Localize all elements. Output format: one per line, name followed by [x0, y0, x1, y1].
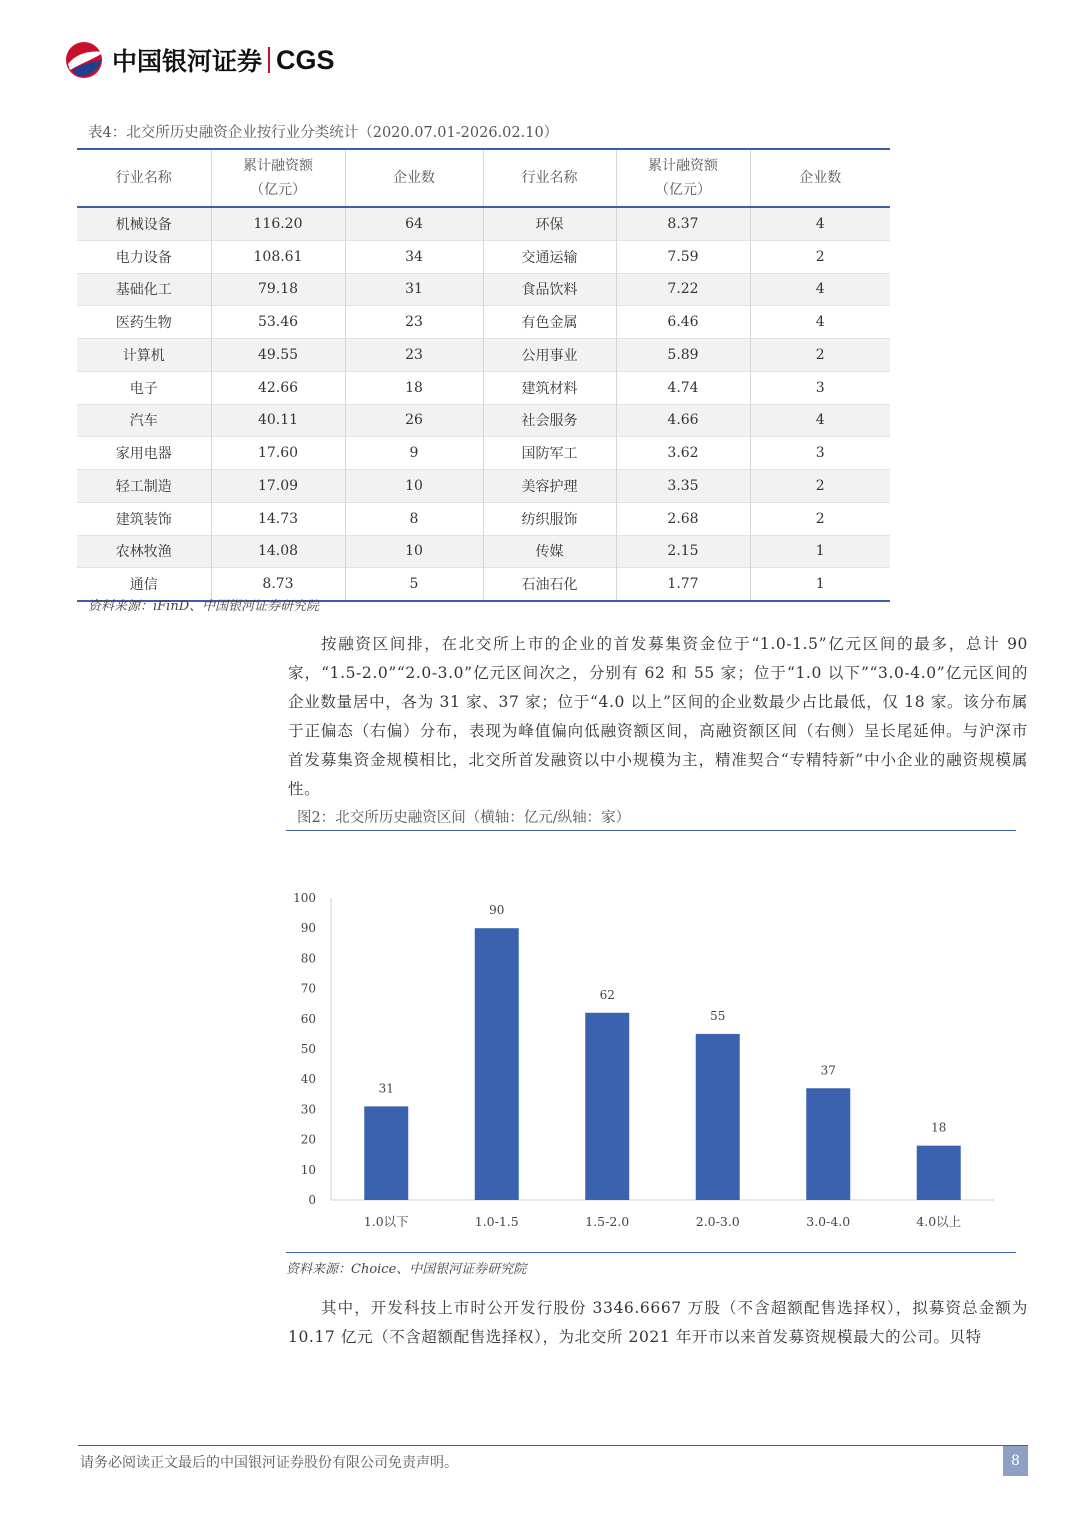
industry-name-cell: 计算机	[77, 339, 211, 372]
company-count-cell: 5	[345, 568, 483, 601]
company-count-cell: 10	[345, 535, 483, 568]
table-row	[77, 240, 890, 273]
financing-amount-cell: 4.66	[616, 404, 750, 437]
bar	[696, 1034, 740, 1200]
financing-amount-cell: 17.09	[211, 470, 345, 503]
financing-amount-cell: 17.60	[211, 437, 345, 470]
table-row	[77, 437, 890, 470]
y-tick-label: 30	[300, 1102, 316, 1117]
bar	[475, 928, 519, 1200]
industry-name-cell: 电力设备	[77, 240, 211, 273]
table-caption: 表4：北交所历史融资企业按行业分类统计（2020.07.01-2026.02.10）	[88, 125, 559, 141]
logo-english-name: CGS	[276, 44, 335, 75]
company-count-cell: 26	[345, 404, 483, 437]
table-row	[77, 207, 890, 240]
company-count-cell: 1	[815, 576, 825, 593]
x-tick-label: 1.0以下	[363, 1214, 409, 1229]
table-row	[77, 306, 890, 339]
bar	[585, 1013, 629, 1200]
company-count-cell: 2	[815, 248, 825, 265]
body-paragraph: 其中，开发科技上市时公开发行股份 3346.6667 万股（不含超额配售选择权），拟募资总金额为 10.17 亿元（不含超额配售选择权），为北交所 2021 年开市以来首发募资规模最大的公司。贝特	[288, 1299, 1028, 1346]
y-tick-label: 50	[300, 1042, 316, 1056]
company-count-cell: 4	[750, 207, 890, 240]
x-tick-label: 1.5-2.0	[585, 1214, 630, 1229]
y-tick-label: 90	[300, 921, 316, 936]
x-tick-label: 4.0以上	[916, 1214, 962, 1229]
x-tick-label: 1.0-1.5	[474, 1214, 519, 1229]
page-number: 8	[1003, 1446, 1028, 1476]
company-count-cell: 4	[815, 314, 825, 331]
industry-name-cell: 环保	[483, 207, 616, 240]
header-company-count: 企业数	[345, 149, 483, 207]
financing-amount-cell: 108.61	[211, 240, 345, 273]
bar	[806, 1088, 850, 1200]
company-count-cell: 2	[750, 339, 890, 372]
table-row	[77, 535, 890, 568]
y-tick-label: 70	[300, 981, 316, 996]
industry-name-cell: 食品饮料	[483, 273, 616, 306]
financing-amount-cell: 3.35	[616, 470, 750, 503]
financing-range-bar-chart	[286, 880, 1016, 1240]
table-row	[77, 339, 890, 372]
x-tick-label: 3.0-4.0	[806, 1214, 851, 1229]
company-count-cell: 1	[750, 535, 890, 568]
industry-name-cell: 交通运输	[483, 240, 616, 273]
brand-logo	[62, 40, 335, 80]
industry-name-cell: 医药生物	[77, 306, 211, 339]
financing-amount-cell: 79.18	[211, 273, 345, 306]
financing-amount-cell: 42.66	[211, 371, 345, 404]
industry-name-cell: 建筑材料	[483, 371, 616, 404]
logo-divider	[268, 47, 270, 73]
company-count-cell: 23	[345, 306, 483, 339]
bar-data-label: 18	[931, 1120, 947, 1135]
bar-data-label: 55	[710, 1008, 726, 1023]
header-cumulative-financing: 累计融资额 （亿元）	[616, 149, 750, 207]
footer-disclaimer: 请务必阅读正文最后的中国银河证券股份有限公司免责声明。	[80, 1455, 458, 1471]
table-source: 资料来源：iFinD、中国银河证券研究院	[88, 599, 320, 614]
table-row	[77, 371, 890, 404]
header-industry-name: 行业名称	[483, 149, 616, 207]
company-count-cell: 10	[345, 470, 483, 503]
financing-amount-cell: 49.55	[211, 339, 345, 372]
company-count-cell: 64	[345, 207, 483, 240]
y-tick-label: 0	[308, 1193, 316, 1207]
industry-name-cell: 农林牧渔	[77, 535, 211, 568]
company-count-cell: 3	[815, 445, 825, 462]
industry-name-cell: 基础化工	[77, 273, 211, 306]
financing-amount-cell: 6.46	[616, 306, 750, 339]
financing-amount-cell: 3.62	[616, 437, 750, 470]
financing-amount-cell: 8.37	[616, 207, 750, 240]
industry-financing-table	[77, 148, 890, 602]
financing-amount-cell: 14.73	[211, 502, 345, 535]
industry-name-cell: 机械设备	[77, 207, 211, 240]
financing-amount-cell: 5.89	[616, 339, 750, 372]
company-count-cell: 31	[345, 273, 483, 306]
financing-amount-cell: 1.77	[616, 568, 750, 601]
table-row	[77, 502, 890, 535]
industry-name-cell: 电子	[77, 371, 211, 404]
financing-amount-cell: 53.46	[211, 306, 345, 339]
industry-name-cell: 有色金属	[483, 306, 616, 339]
x-tick-label: 2.0-3.0	[695, 1214, 740, 1229]
industry-name-cell: 家用电器	[77, 437, 211, 470]
body-paragraph: 按融资区间排，在北交所上市的企业的首发募集资金位于“1.0-1.5”亿元区间的最多，总计 90 家，“1.5-2.0”“2.0-3.0”亿元区间次之，分别有 62 和 55 家；位于“1.0 以下”“3.0-4.0”亿元区间的企业数量居中，各为 31 家、37 家；位于“4.0 以上”区间的企业数最少占比最低，仅 18 家。该分布属于正偏态（右偏）分布，表现为峰值偏向低融资额区间，高融资额区间（右侧）呈长尾延伸。与沪深市首发募集资金规模相比，北交所首发融资以中小规模为主，精准契合“专精特新”中小企业的融资规模属性。	[288, 635, 1028, 798]
industry-name-cell: 建筑装饰	[77, 502, 211, 535]
figure-caption: 图2：北交所历史融资区间（横轴：亿元/纵轴：家）	[297, 810, 631, 826]
industry-name-cell: 通信	[77, 568, 211, 601]
table-header-row	[77, 149, 890, 207]
industry-name-cell: 国防军工	[483, 437, 616, 470]
company-count-cell: 8	[345, 502, 483, 535]
financing-amount-cell: 7.59	[616, 240, 750, 273]
financing-amount-cell: 4.74	[616, 371, 750, 404]
bar	[917, 1146, 961, 1200]
financing-amount-cell: 40.11	[211, 404, 345, 437]
table-row	[77, 273, 890, 306]
industry-name-cell: 石油石化	[483, 568, 616, 601]
company-count-cell: 9	[345, 437, 483, 470]
financing-amount-cell: 14.08	[211, 535, 345, 568]
company-count-cell: 23	[345, 339, 483, 372]
industry-name-cell: 汽车	[77, 404, 211, 437]
y-tick-label: 80	[300, 951, 316, 966]
industry-name-cell: 公用事业	[483, 339, 616, 372]
y-tick-label: 10	[300, 1162, 316, 1177]
bar-data-label: 62	[599, 987, 615, 1002]
bar-data-label: 31	[378, 1081, 394, 1096]
industry-name-cell: 纺织服饰	[483, 502, 616, 535]
industry-name-cell: 轻工制造	[77, 470, 211, 503]
header-cumulative-financing: 累计融资额 （亿元）	[211, 149, 345, 207]
figure-top-rule	[286, 830, 1016, 831]
header-industry-name: 行业名称	[77, 149, 211, 207]
financing-amount-cell: 2.68	[616, 502, 750, 535]
company-count-cell: 34	[345, 240, 483, 273]
company-count-cell: 2	[750, 470, 890, 503]
financing-amount-cell: 7.22	[616, 273, 750, 306]
industry-name-cell: 传媒	[483, 535, 616, 568]
company-count-cell: 4	[750, 273, 890, 306]
industry-name-cell: 社会服务	[483, 404, 616, 437]
company-count-cell: 18	[345, 371, 483, 404]
figure-source: 资料来源：Choice、中国银河证券研究院	[286, 1262, 527, 1277]
financing-amount-cell: 8.73	[211, 568, 345, 601]
table-row	[77, 404, 890, 437]
financing-amount-cell: 116.20	[211, 207, 345, 240]
logo-mark-icon	[62, 40, 106, 80]
y-tick-label: 100	[293, 891, 316, 905]
company-count-cell: 3	[815, 379, 825, 396]
figure-bottom-rule	[286, 1252, 1016, 1253]
y-tick-label: 20	[300, 1132, 316, 1147]
y-tick-label: 40	[300, 1072, 316, 1087]
company-count-cell: 2	[815, 510, 825, 527]
y-tick-label: 60	[300, 1011, 316, 1026]
footer-rule	[78, 1445, 1028, 1446]
logo-chinese-name: 中国银河证券	[112, 47, 263, 76]
bar	[364, 1106, 408, 1200]
company-count-cell: 4	[750, 404, 890, 437]
header-company-count: 企业数	[750, 149, 890, 207]
bar-data-label: 37	[820, 1063, 836, 1078]
financing-amount-cell: 2.15	[616, 535, 750, 568]
bar-data-label: 90	[489, 903, 505, 918]
table-row	[77, 470, 890, 503]
industry-name-cell: 美容护理	[483, 470, 616, 503]
